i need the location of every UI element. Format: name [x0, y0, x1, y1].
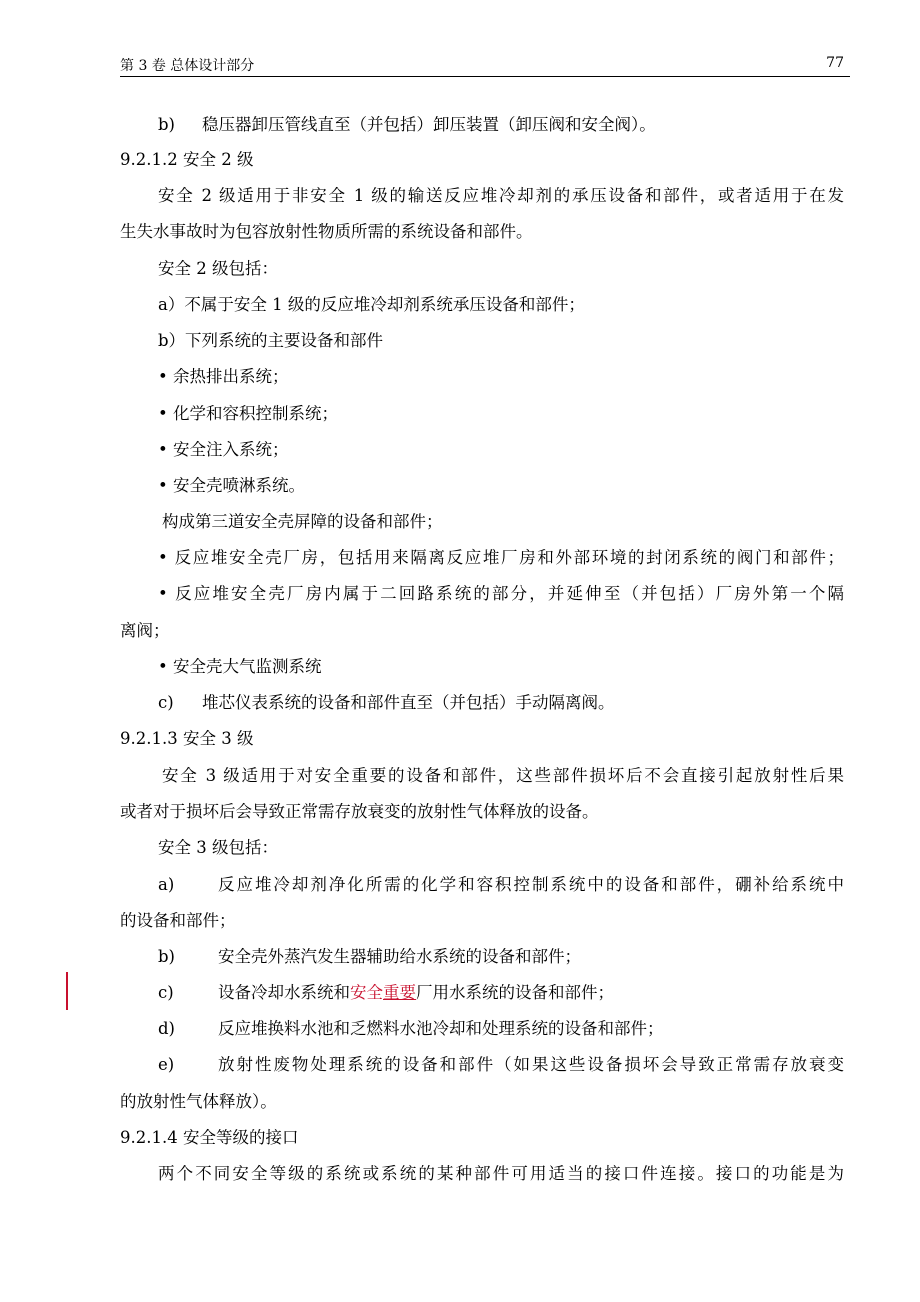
paragraph-line: 生失水事故时为包容放射性物质所需的系统设备和部件。 — [120, 222, 533, 241]
list-label: c) — [158, 693, 174, 712]
list-text: 反应堆冷却剂净化所需的化学和容积控制系统中的设备和部件，硼补给系统中 — [218, 875, 844, 894]
list-text: 安全壳外蒸汽发生器辅助给水系统的设备和部件； — [218, 947, 581, 966]
section-heading-9-2-1-4: 9.2.1.4 安全等级的接口 — [120, 1128, 299, 1147]
bullet-item: • 余热排出系统； — [158, 367, 289, 386]
paragraph-line: 安全 3 级适用于对安全重要的设备和部件，这些部件损坏后不会直接引起放射性后果 — [162, 766, 844, 785]
list-text: 稳压器卸压管线直至（并包括）卸压装置（卸压阀和安全阀）。 — [202, 115, 656, 134]
paragraph-line: 两个不同安全等级的系统或系统的某种部件可用适当的接口件连接。接口的功能是为 — [158, 1164, 844, 1183]
bullet-item: • 安全注入系统； — [158, 440, 289, 459]
paragraph-line: 安全 3 级包括： — [158, 838, 278, 857]
bullet-item-cont: 离阀； — [120, 621, 170, 640]
revision-bar — [66, 972, 68, 1010]
paragraph-line: 构成第三道安全壳屏障的设备和部件； — [162, 512, 443, 531]
paragraph-line: 安全 2 级适用于非安全 1 级的输送反应堆冷却剂的承压设备和部件，或者适用于在发 — [158, 186, 844, 205]
paragraph-line: 或者对于损坏后会导致正常需存放衰变的放射性气体释放的设备。 — [120, 802, 599, 821]
list-text-pre: 设备冷却水系统和 — [218, 983, 350, 1002]
list-label: a) — [158, 875, 175, 894]
list-item: a）不属于安全 1 级的反应堆冷却剂系统承压设备和部件； — [158, 295, 585, 314]
bullet-item: • 反应堆安全壳厂房内属于二回路系统的部分，并延伸至（并包括）厂房外第一个隔 — [158, 584, 844, 603]
list-label: b) — [158, 947, 175, 966]
bullet-item: • 安全壳喷淋系统。 — [158, 476, 305, 495]
list-label: b) — [158, 115, 175, 134]
list-text: 堆芯仪表系统的设备和部件直至（并包括）手动隔离阀。 — [202, 693, 615, 712]
bullet-item: • 化学和容积控制系统； — [158, 404, 338, 423]
bullet-item: • 反应堆安全壳厂房，包括用来隔离反应堆厂房和外部环境的封闭系统的阀门和部件； — [158, 548, 844, 567]
list-text: 反应堆换料水池和乏燃料水池冷却和处理系统的设备和部件； — [218, 1019, 664, 1038]
bullet-item: • 安全壳大气监测系统 — [158, 657, 322, 676]
list-text: 放射性废物处理系统的设备和部件（如果这些设备损坏会导致正常需存放衰变 — [218, 1055, 844, 1074]
paragraph-line: 安全 2 级包括： — [158, 259, 278, 278]
list-label: c) — [158, 983, 174, 1002]
page-header — [120, 52, 850, 77]
revision-deleted-text: 安全 — [350, 983, 383, 1002]
header-page-number: 77 — [826, 55, 844, 71]
list-item: b）下列系统的主要设备和部件 — [158, 331, 384, 350]
list-item-cont: 的设备和部件； — [120, 911, 236, 930]
list-item-cont: 的放射性气体释放）。 — [120, 1092, 277, 1111]
list-label: e) — [158, 1055, 175, 1074]
revision-inserted-text: 重要 — [383, 983, 416, 1002]
list-text-post: 厂用水系统的设备和部件； — [416, 983, 614, 1002]
section-heading-9-2-1-2: 9.2.1.2 安全 2 级 — [120, 150, 254, 169]
section-heading-9-2-1-3: 9.2.1.3 安全 3 级 — [120, 729, 254, 748]
list-label: d) — [158, 1019, 175, 1038]
header-volume-title: 第 3 卷 总体设计部分 — [120, 58, 255, 74]
list-text — [218, 982, 614, 1004]
